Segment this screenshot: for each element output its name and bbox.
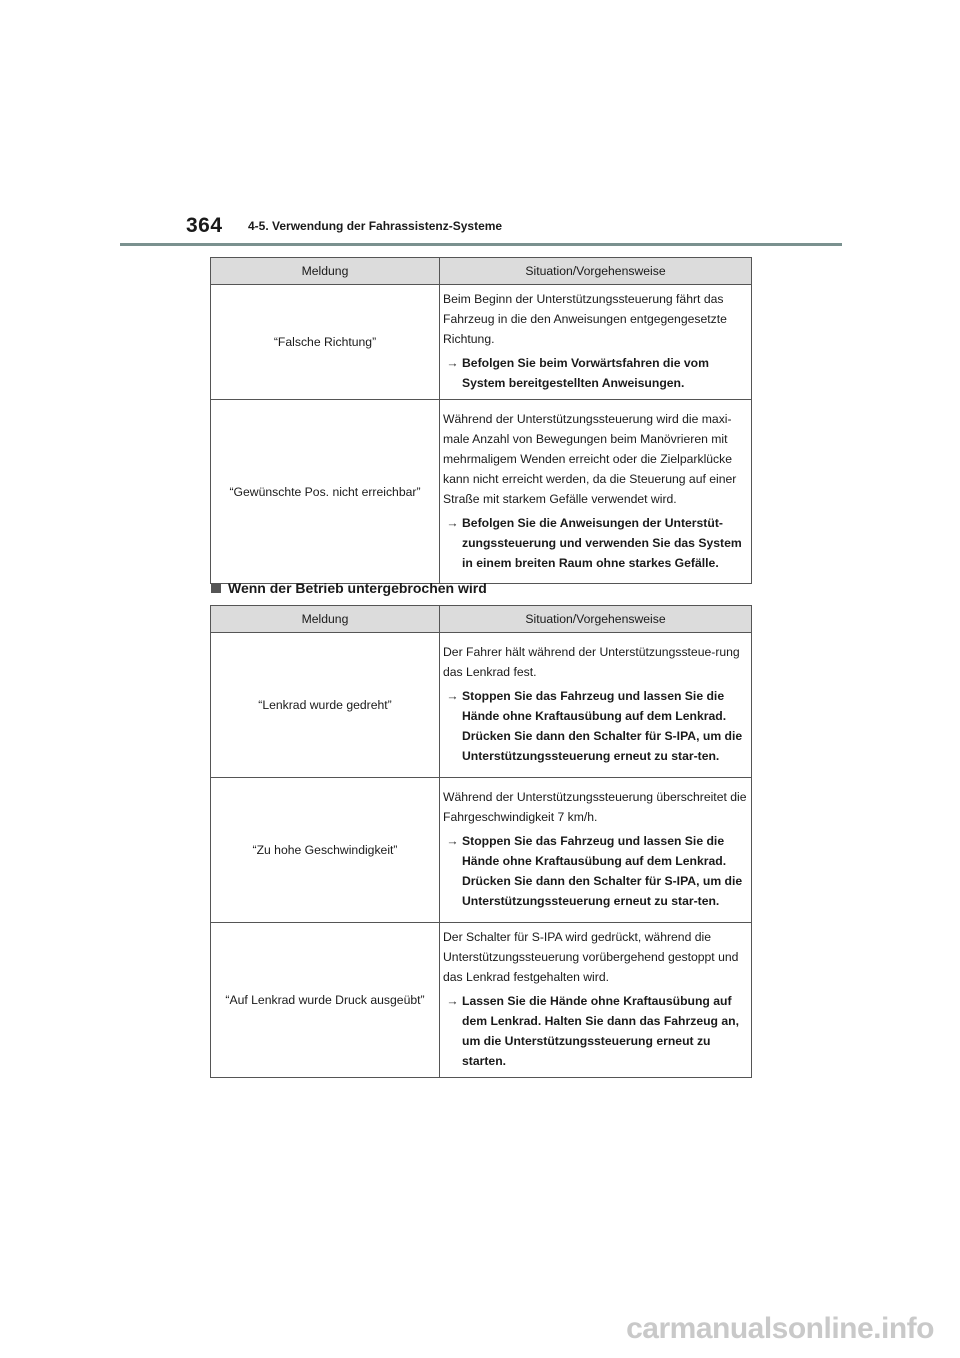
situation-cell	[440, 285, 752, 400]
arrow-icon: →	[446, 356, 459, 370]
action-instruction	[443, 513, 747, 573]
situation-description: Der Schalter für S-IPA wird gedrückt, während die Unterstützungssteuerung vorübergehend gestoppt und das Lenkrad festgehalten wird.	[443, 930, 739, 984]
action-text: Stoppen Sie das Fahrzeug und lassen Sie die Hände ohne Kraftausübung auf dem Lenkrad. Drücken Sie dann den Schalter für S-IPA, um die Unterstützungssteuerung erneut zu star-ten.	[462, 689, 743, 763]
column-header-situation: Situation/Vorgehensweise	[440, 606, 752, 633]
table-row	[211, 400, 752, 584]
situation-cell	[440, 633, 752, 778]
column-header-situation: Situation/Vorgehensweise	[440, 258, 752, 285]
action-text: Stoppen Sie das Fahrzeug und lassen Sie die Hände ohne Kraftausübung auf dem Lenkrad. Drücken Sie dann den Schalter für S-IPA, um die Unterstützungssteuerung erneut zu star-ten.	[462, 834, 743, 908]
situation-description: Der Fahrer hält während der Unterstützungssteue-rung das Lenkrad fest.	[443, 645, 740, 679]
arrow-icon: →	[446, 834, 459, 848]
table-header-row	[211, 258, 752, 285]
action-text: Lassen Sie die Hände ohne Kraftausübung auf dem Lenkrad. Halten Sie dann das Fahrzeug an, um die Unterstützungssteuerung erneut zu starten.	[462, 994, 739, 1068]
table-row	[211, 285, 752, 400]
header-divider	[120, 243, 842, 246]
message-cell: “Gewünschte Pos. nicht erreichbar”	[211, 400, 440, 584]
subheading	[211, 580, 487, 596]
situation-description: Während der Unterstützungssteuerung wird die maxi-male Anzahl von Bewegungen beim Manövrieren mit mehrmaligem Wenden erreicht oder die Zielparklücke kann nicht erreicht werden, da die Steuerung auf einer Straße mit starkem Gefälle verwendet wird.	[443, 411, 737, 506]
column-header-message: Meldung	[211, 258, 440, 285]
situation-cell	[440, 400, 752, 584]
table-row	[211, 923, 752, 1078]
arrow-icon: →	[446, 994, 459, 1008]
action-instruction	[443, 991, 747, 1071]
message-cell: “Lenkrad wurde gedreht”	[211, 633, 440, 778]
table-row	[211, 633, 752, 778]
column-header-message: Meldung	[211, 606, 440, 633]
message-cell: “Auf Lenkrad wurde Druck ausgeübt”	[211, 923, 440, 1078]
subheading-text: Wenn der Betrieb untergebrochen wird	[228, 580, 487, 596]
situation-description: Beim Beginn der Unterstützungssteuerung fährt das Fahrzeug in die den Anweisungen entgegengesetzte Richtung.	[443, 292, 727, 346]
message-cell: “Zu hohe Geschwindigkeit”	[211, 778, 440, 923]
action-instruction	[443, 353, 747, 393]
situation-cell	[440, 778, 752, 923]
situation-description: Während der Unterstützungssteuerung überschreitet die Fahrgeschwindigkeit 7 km/h.	[443, 790, 747, 824]
table-header-row	[211, 606, 752, 633]
watermark-link[interactable]: carmanualsonline.info	[626, 1312, 934, 1345]
section-title: 4-5. Verwendung der Fahrassistenz-Systeme	[248, 219, 503, 233]
arrow-icon: →	[446, 689, 459, 703]
message-cell: “Falsche Richtung”	[211, 285, 440, 400]
action-instruction	[443, 686, 747, 766]
action-instruction	[443, 831, 747, 911]
message-table-2	[210, 605, 752, 1078]
situation-cell	[440, 923, 752, 1078]
message-table-1	[210, 257, 752, 584]
table-row	[211, 778, 752, 923]
action-text: Befolgen Sie beim Vorwärtsfahren die vom System bereitgestellten Anweisungen.	[462, 356, 709, 390]
action-text: Befolgen Sie die Anweisungen der Unterstüt-zungssteuerung und verwenden Sie das System in einem breiten Raum ohne starkes Gefälle.	[462, 515, 742, 570]
page-number: 364	[186, 214, 223, 237]
arrow-icon: →	[446, 515, 459, 530]
square-bullet-icon	[211, 583, 221, 593]
